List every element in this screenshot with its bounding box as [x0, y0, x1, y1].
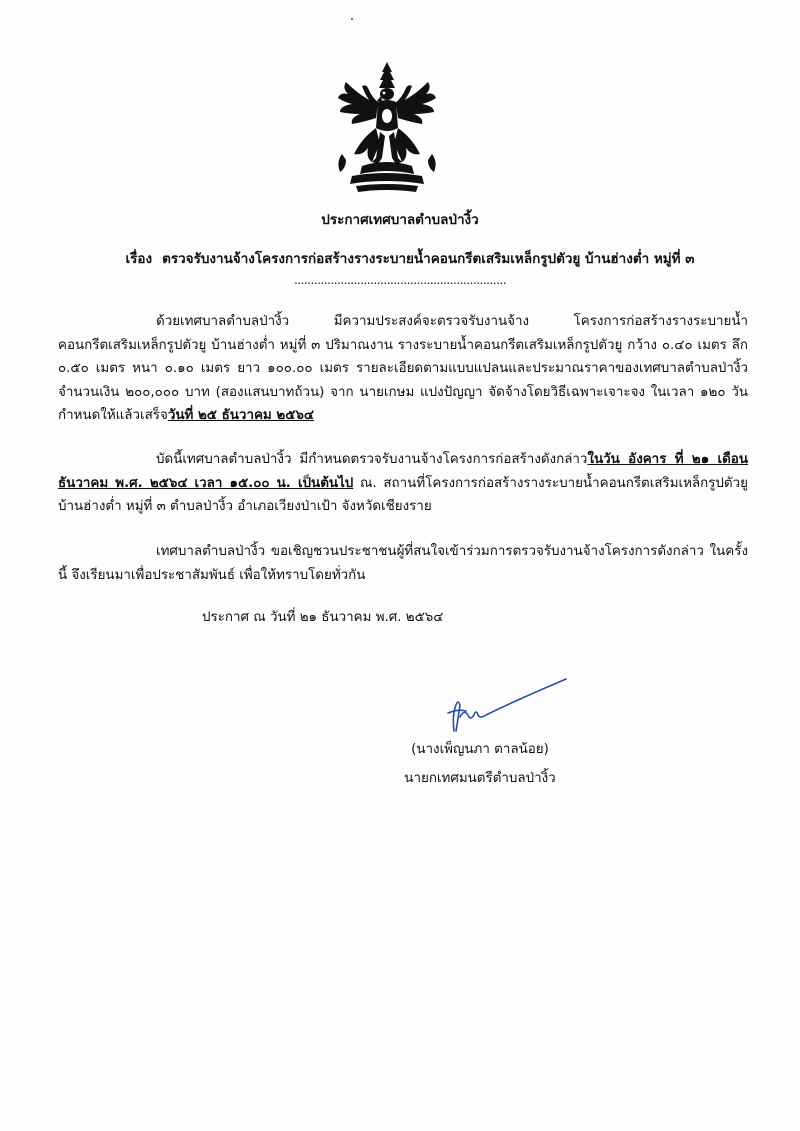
- paragraph-invitation: เทศบาลตำบลป่างิ้ว ขอเชิญชวนประชาชนผู้ที่สนใจเข้าร่วมการตรวจรับงานจ้างโครงการดังกล่าว ในครั้งนี้ จึงเรียนมาเพื่อประชาสัมพันธ์ เพื่อให้ทราบโดยทั่วกัน: [58, 544, 748, 583]
- signer-title: นายกเทศมนตรีตำบลป่างิ้ว: [404, 771, 556, 786]
- subject-text: ตรวจรับงานจ้างโครงการก่อสร้างรางระบายน้ำคอนกรีตเสริมเหล็กรูปตัวยู บ้านฮ่างต่ำ หมู่ที่ ๓: [162, 251, 695, 267]
- document-title: ประกาศเทศบาลตำบลป่างิ้ว: [321, 212, 479, 228]
- inspection-datetime: ในวัน อังคาร ที่ ๒๑ เดือน ธันวาคม พ.ศ. ๒๕๖๔ เวลา ๑๕.๐๐ น. เป็นต้นไป: [58, 452, 749, 491]
- handwritten-signature: [440, 675, 570, 735]
- paragraph-project-details: [58, 310, 748, 428]
- separator-line: ................................................................: [293, 273, 507, 287]
- inspection-location: ณ. สถานที่โครงการก่อสร้างรางระบายน้ำคอนกรีตเสริมเหล็กรูปตัวยู บ้านฮ่างต่ำ หมู่ที่ ๓ ตำบลป่างิ้ว อำเภอเวียงป่าเป้า จังหวัดเชียงราย: [58, 475, 748, 514]
- paragraph-inspection-schedule: [58, 448, 748, 519]
- garuda-emblem-icon: [332, 58, 442, 200]
- scan-speck: [351, 18, 353, 20]
- completion-deadline: วันที่ ๒๕ ธันวาคม ๒๕๖๔: [167, 408, 315, 423]
- document-subject: [60, 247, 760, 269]
- paragraph2-text: บัดนี้เทศบาลตำบลป่างิ้ว มีกำหนดตรวจรับงานจ้างโครงการก่อสร้างดังกล่าว: [156, 452, 588, 467]
- signer-name: (นางเพ็ญนภา ตาลน้อย): [411, 742, 549, 757]
- subject-label: เรื่อง: [125, 251, 153, 267]
- paragraph1-text: ด้วยเทศบาลตำบลป่างิ้ว มีความประสงค์จะตรวจรับงานจ้าง โครงการก่อสร้างรางระบายน้ำคอนกรีตเสริมเหล็กรูปตัวยู บ้านฮ่างต่ำ หมู่ที่ ๓ ปริมาณงาน รางระบายน้ำคอนกรีตเสริมเหล็กรูปตัวยู กว้าง ๐.๔๐ เมตร ลึก ๐.๕๐ เมตร หนา ๐.๑๐ เมตร ยาว ๑๐๐.๐๐ เมตร รายละเอียดตามแบบแปลนและประมาณราคาของเทศบาลตำบลป่างิ้ว จำนวนเงิน ๒๐๐,๐๐๐ บาท (สองแสนบาทถ้วน) จาก นายเกษม แปงปัญญา จัดจ้างโดยวิธีเฉพาะเจาะจง ในเวลา ๑๒๐ วัน กำหนดให้แล้วเสร็จ: [58, 314, 748, 423]
- announcement-date: ประกาศ ณ วันที่ ๒๑ ธันวาคม พ.ศ. ๒๕๖๔: [202, 610, 444, 625]
